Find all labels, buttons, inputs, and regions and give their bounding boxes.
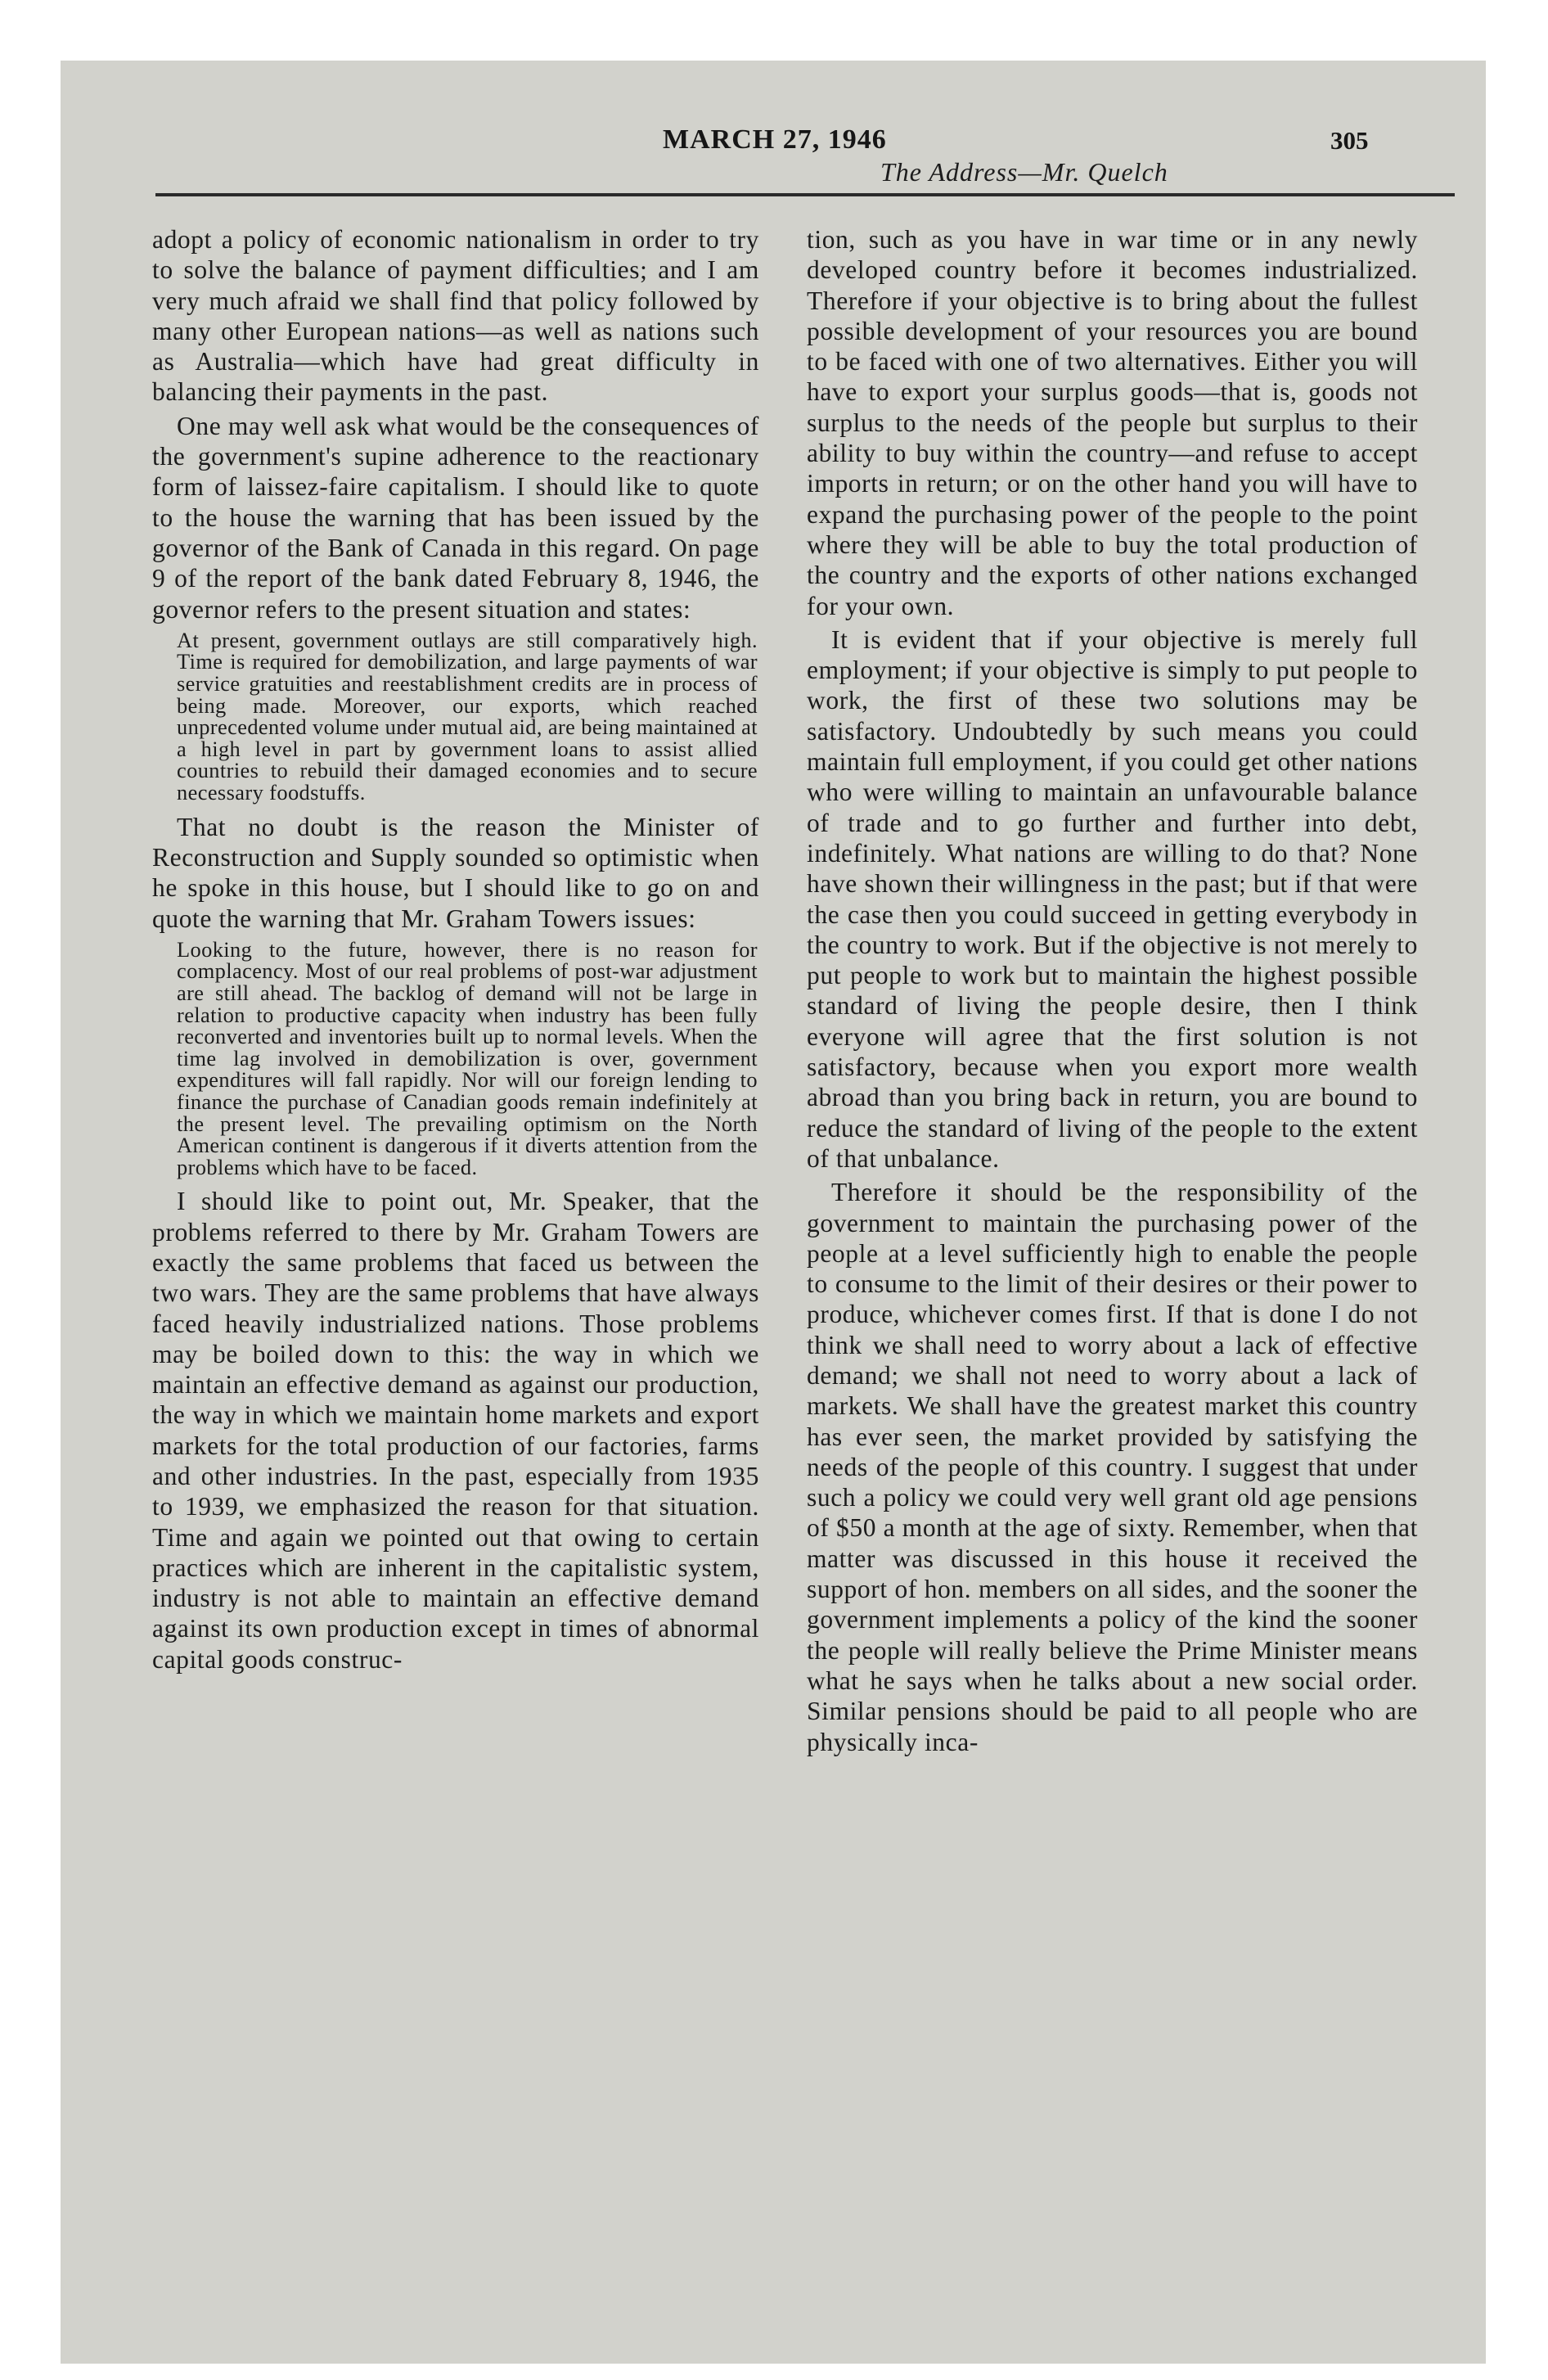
header-subtitle: The Address—Mr. Quelch <box>880 157 1168 187</box>
paragraph: It is evident that if your objective is merely full employment; if your objective is simply to put people to work, the first of these two solutions may be satisfactory. Undoubtedly by such means you could maintain full employment, if you could get other nations who were willing to maintain an unfavourable balance of trade and to go further and further into debt, indefinitely. What nations are willing to do that? None have shown their willingness in the past; but if that were the case then you could succeed in getting everybody in the country to work. But if the objective is not merely to put people to work but to maintain the highest possible standard of living the people desire, then I think everyone will agree that the first solution is not satisfactory, because when you export more wealth abroad than you bring back in return, you are bound to reduce the standard of living of the people to the extent of that unbalance. <box>807 624 1418 1173</box>
header-rule <box>155 193 1455 196</box>
header-date: MARCH 27, 1946 <box>663 124 887 155</box>
paragraph: That no doubt is the reason the Minister of Reconstruction and Supply sounded so optimistic when he spoke in this house, but I should like to go on and quote the warning that Mr. Graham Towers issues: <box>152 812 759 933</box>
left-column <box>152 224 759 1675</box>
block-quote: At present, government outlays are still comparatively high. Time is required for demobilization, and large payments of war service gratuities and reestablishment credits are in process of being made. Moreover, our exports, which reached unprecedented volume under mutual aid, are being maintained at a high level in part by government loans to assist allied countries to rebuild their damaged economies and to secure necessary foodstuffs. <box>177 627 758 805</box>
paragraph: I should like to point out, Mr. Speaker, that the problems referred to there by Mr. Graham Towers are exactly the same problems that faced us between the two wars. They are the same problems that have always faced heavily industrialized nations. Those problems may be boiled down to this: the way in which we maintain an effective demand as against our production, the way in which we maintain home markets and export markets for the total production of our factories, farms and other industries. In the past, especially from 1935 to 1939, we emphasized the reason for that situation. Time and again we pointed out that owing to certain practices which are inherent in the capitalistic system, industry is not able to maintain an effective demand against its own production except in times of abnormal capital goods construc- <box>152 1187 759 1674</box>
page-header <box>61 61 1486 224</box>
right-column <box>807 224 1418 1757</box>
page-number: 305 <box>1330 126 1369 155</box>
paragraph: Therefore it should be the responsibility of the government to maintain the purchasing power of the people at a level sufficiently high to enable the people to consume to the limit of their desires or their power to produce, whichever comes first. If that is done I do not think we shall need to worry about a lack of effective demand; we shall not need to worry about a lack of markets. We shall have the greatest market this country has ever seen, the market provided by satisfying the needs of the people of this country. I suggest that under such a policy we could very well grant old age pensions of $50 a month at the age of sixty. Remember, when that matter was discussed in this house it received the support of hon. members on all sides, and the sooner the government implements a policy of the kind the sooner the people will really believe the Prime Minister means what he says when he talks about a new social order. Similar pensions should be paid to all people who are physically inca- <box>807 1178 1418 1756</box>
paragraph: One may well ask what would be the consequences of the government's supine adherence to the reactionary form of laissez-faire capitalism. I should like to quote to the house the warning that has been issued by the governor of the Bank of Canada in this regard. On page 9 of the report of the bank dated February 8, 1946, the governor refers to the present situation and states: <box>152 411 759 624</box>
paragraph: adopt a policy of economic nationalism in order to try to solve the balance of payment difficulties; and I am very much afraid we shall find that policy followed by many other European nations—as well as nations such as Australia—which have had great difficulty in balancing their payments in the past. <box>152 225 759 407</box>
paragraph: tion, such as you have in war time or in any newly developed country before it becomes industrialized. Therefore if your objective is to bring about the fullest possible development of your resources you are bound to be faced with one of two alternatives. Either you will have to export your surplus goods—that is, goods not surplus to the needs of the people but surplus to their ability to buy within the country—and refuse to accept imports in return; or on the other hand you will have to expand the purchasing power of the people to the point where they will be able to buy the total production of the country and the exports of other nations exchanged for your own. <box>807 225 1418 620</box>
scanned-page <box>61 61 1486 2364</box>
block-quote: Looking to the future, however, there is no reason for complacency. Most of our real problems of post-war adjustment are still ahead. The backlog of demand will not be large in relation to productive capacity when industry has been fully reconverted and inventories built up to normal levels. When the time lag involved in demobilization is over, government expenditures will fall rapidly. Nor will our foreign lending to finance the purchase of Canadian goods remain indefinitely at the present level. The prevailing optimism on the North American continent is dangerous if it diverts attention from the problems which have to be faced. <box>177 936 758 1179</box>
